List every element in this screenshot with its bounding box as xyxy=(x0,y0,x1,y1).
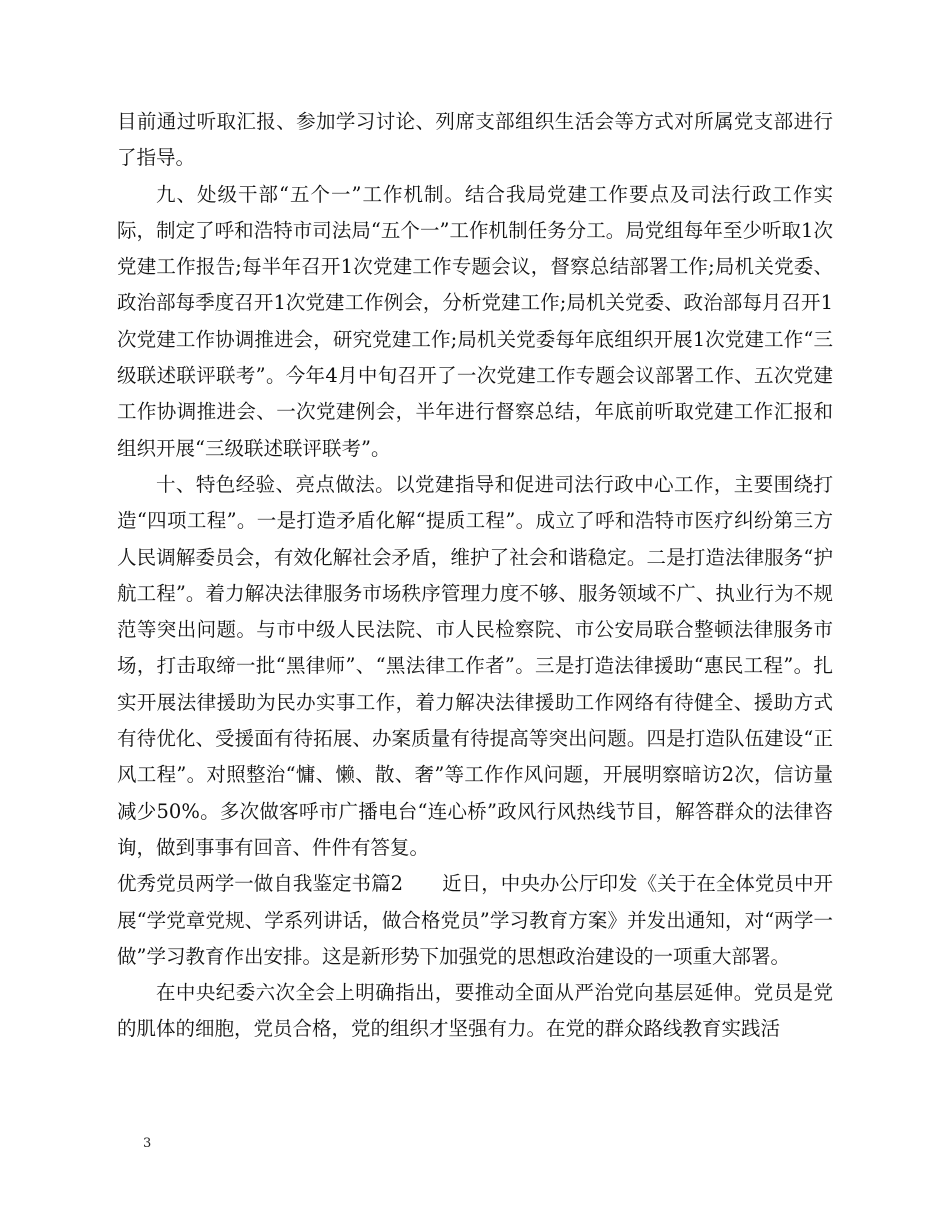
paragraph-nine-five-one-mechanism: 九、处级干部“五个一”工作机制。结合我局党建工作要点及司法行政工作实际，制定了呼和浩特市司法局“五个一”工作机制任务分工。局党组每年至少听取1次党建工作报告;每半年召开1次党建工作专题会议，督察总结部署工作;局机关党委、政治部每季度召开1次党建工作例会，分析党建工作;局机关党委、政治部每月召开1次党建工作协调推进会，研究党建工作;局机关党委每年底组织开展1次党建工作“三级联述联评联考”。今年4月中旬召开了一次党建工作专题会议部署工作、五次党建工作协调推进会、一次党建例会，半年进行督察总结，年底前听取党建工作汇报和组织开展“三级联述联评联考”。 xyxy=(117,182,833,460)
paragraph-ten-features-highlights: 十、特色经验、亮点做法。以党建指导和促进司法行政中心工作，主要围绕打造“四项工程”。一是打造矛盾化解“提质工程”。成立了呼和浩特市医疗纠纷第三方人民调解委员会，有效化解社会矛盾，维护了社会和谐稳定。二是打造法律服务“护航工程”。着力解决法律服务市场秩序管理力度不够、服务领域不广、执业行为不规范等突出问题。与市中级人民法院、市人民检察院、市公安局联合整顿法律服务市场，打击取缔一批“黑律师”、“黑法律工作者”。三是打造法律援助“惠民工程”。扎实开展法律援助为民办实事工作，着力解决法律援助工作网络有待健全、援助方式有待优化、受援面有待拓展、办案质量有待提高等突出问题。四是打造队伍建设“正风工程”。对照整治“慵、懒、散、奢”等工作作风问题，开展明察暗访2次，信访量减少50%。多次做客呼市广播电台“连心桥”政风行风热线节目，解答群众的法律咨询，做到事事有回音、件件有答复。 xyxy=(117,472,833,859)
paragraph-discipline-session: 在中央纪委六次全会上明确指出，要推动全面从严治党向基层延伸。党员是党的肌体的细胞，党员合格，党的组织才坚强有力。在党的群众路线教育实践活 xyxy=(117,981,833,1041)
page-number: 3 xyxy=(143,1136,152,1151)
paragraph-section-two-intro: 优秀党员两学一做自我鉴定书篇2 近日，中央办公厅印发《关于在全体党员中开展“学党章党规、学系列讲话，做合格党员”学习教育方案》并发出通知，对“两学一做”学习教育作出安排。这是新形势下加强党的思想政治建设的一项重大部署。 xyxy=(117,872,833,968)
paragraph-continuation: 目前通过听取汇报、参加学习讨论、列席支部组织生活会等方式对所属党支部进行了指导。 xyxy=(117,110,833,170)
document-body xyxy=(117,104,833,1048)
